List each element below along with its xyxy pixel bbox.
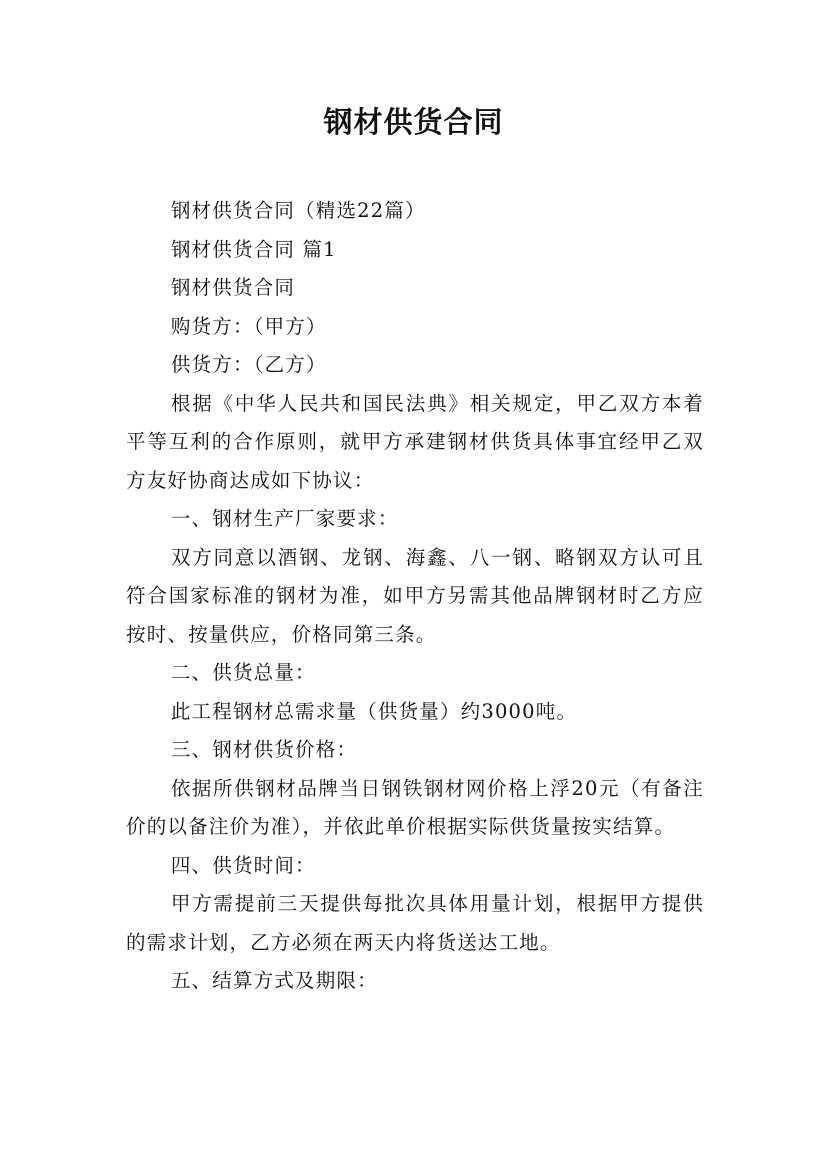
document-body (126, 192, 704, 1001)
paragraph: 此工程钢材总需求量（供货量）约3000吨。 (170, 699, 578, 723)
section-heading: 四、供货时间： (170, 853, 316, 877)
section-heading: 一、钢材生产厂家要求： (170, 507, 399, 530)
section-heading: 二、供货总量： (170, 661, 316, 684)
document-title: 钢材供货合同 (323, 105, 504, 139)
paragraph: 钢材供货合同（精选22篇） (170, 199, 426, 222)
paragraph: 根据《中华人民共和国民法典》相关规定，甲乙双方本着平等互利的合作原则，就甲方承建钢材供货具体事宜经甲乙双方友好协商达成如下协议： (126, 391, 704, 492)
paragraph: 钢材供货合同 (170, 276, 296, 299)
paragraph: 供货方：（乙方） (170, 353, 327, 376)
paragraph: 购货方：（甲方） (170, 314, 327, 338)
paragraph: 甲方需提前三天提供每批次具体用量计划，根据甲方提供的需求计划，乙方必须在两天内将货送达工地。 (126, 892, 704, 954)
section-heading: 五、结算方式及期限： (170, 969, 378, 992)
paragraph: 钢材供货合同 篇1 (170, 237, 337, 261)
paragraph: 依据所供钢材品牌当日钢铁钢材网价格上浮20元（有备注价的以备注价为准），并依此单价根据实际供货量按实结算。 (126, 776, 704, 838)
paragraph: 双方同意以酒钢、龙钢、海鑫、八一钢、略钢双方认可且符合国家标准的钢材为准，如甲方另需其他品牌钢材时乙方应按时、按量供应，价格同第三条。 (126, 545, 704, 646)
section-heading: 三、钢材供货价格： (170, 738, 358, 761)
